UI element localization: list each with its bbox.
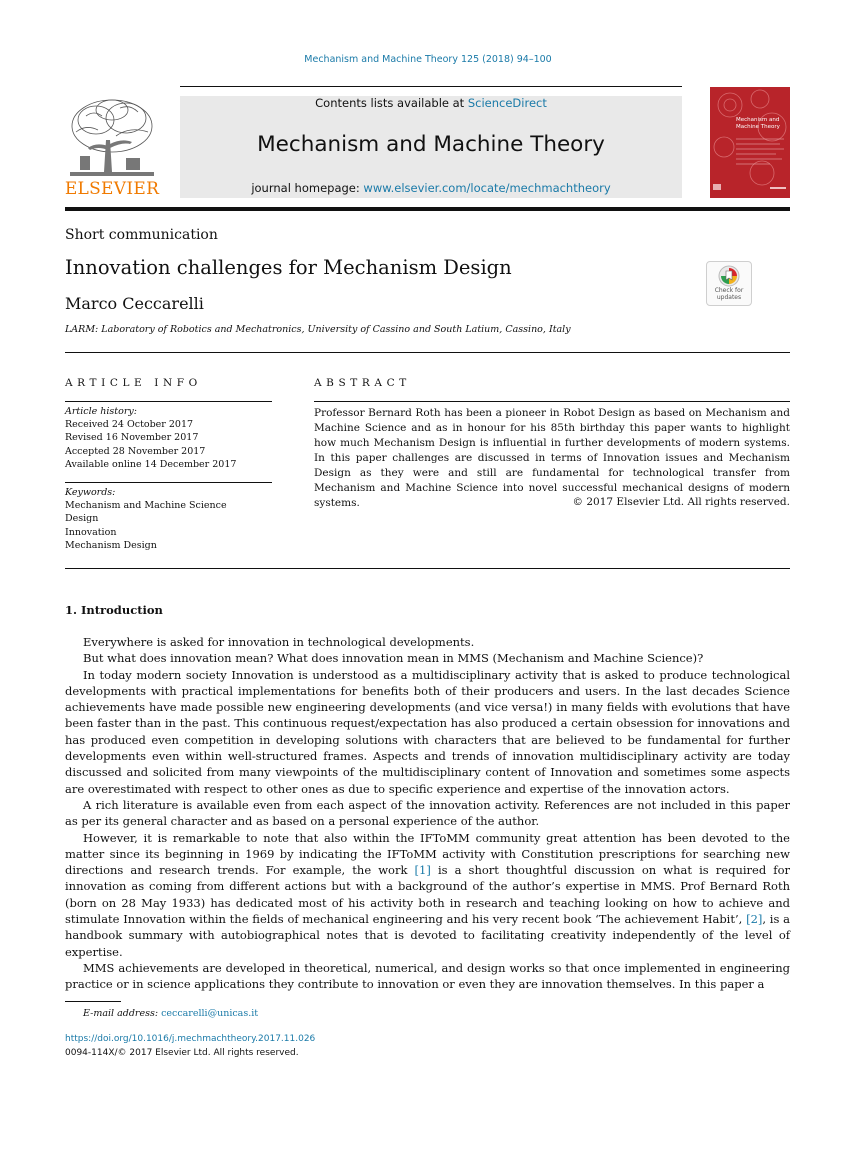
reference-link-2[interactable]: [2]	[746, 912, 763, 927]
body-text-segment: is a short thoughtful discussion on what is required for innovation as coming from different actions but with a background of the author’s expertise in MMS. Prof Bernard Roth (born on 28 May 1933) has dedicated most of his activity both in research and teaching looking on how to achieve and stimulate Innovation within the fields of mechanical engineering and his very recent book ‘The achievement Habit’,	[65, 863, 790, 927]
abstract-text: Professor Bernard Roth has been a pioneer in Robot Design as based on Mechanism and Machine Science and as in honour for his 85th birthday this paper wants to highlight how much Mechanism Design is influential in further developments of modern systems. In this paper challenges are discussed in terms of Innovation issues and Mechanism Design as they were and still are fundamental for technological transfer from Mechanism and Machine Science into novel successful mechanical designs of modern systems.	[314, 407, 790, 509]
contents-line	[180, 96, 682, 110]
keyword-item: Mechanism Design	[65, 540, 157, 552]
author-name: Marco Ceccarelli	[65, 294, 204, 313]
keywords-list	[65, 499, 227, 553]
article-info-heading: ARTICLE INFO	[65, 377, 202, 389]
history-item: Received 24 October 2017	[65, 419, 194, 430]
journal-title: Mechanism and Machine Theory	[257, 132, 605, 157]
check-for-updates-badge[interactable]	[706, 261, 752, 306]
author-email-link[interactable]: ceccarelli@unicas.it	[161, 1008, 259, 1019]
body-text-segment: However, it is remarkable to note that also within the IFToMM community great attention has been devoted to the matter since its beginning in 1969 by indicating the IFToMM activity with Constitution prescriptions for searching new directions and research trends. For example, the work	[65, 830, 790, 878]
rule-below-info	[65, 568, 790, 569]
running-head[interactable]: Mechanism and Machine Theory 125 (2018) 94–100	[304, 54, 552, 65]
body-paragraph: But what does innovation mean? What does innovation mean in MMS (Mechanism and Machine Science)?	[83, 651, 704, 666]
history-item: Revised 16 November 2017	[65, 432, 199, 444]
elsevier-logo[interactable]	[64, 96, 160, 200]
body-text-segment: , is a handbook summary with autobiographical notes that is devoted to facilitating creativity independently of the level of expertise.	[65, 912, 791, 959]
keywords-rule	[65, 482, 272, 483]
footnote-label: E-mail address:	[83, 1008, 159, 1019]
contents-prefix: Contents lists available at	[315, 96, 468, 110]
journal-banner	[180, 96, 682, 198]
sciencedirect-link[interactable]: ScienceDirect	[467, 96, 547, 110]
affiliation: LARM: Laboratory of Robotics and Mechatronics, University of Cassino and South Latium, Cassino, Italy	[65, 324, 571, 335]
elsevier-tree-icon	[66, 96, 158, 178]
footnote-rule	[65, 1001, 121, 1002]
homepage-prefix: journal homepage:	[251, 181, 364, 195]
issn-line: 0094-114X/© 2017 Elsevier Ltd. All rights reserved.	[65, 1048, 299, 1058]
history-item: Accepted 28 November 2017	[65, 445, 206, 457]
abstract-rule	[314, 401, 790, 402]
article-title: Innovation challenges for Mechanism Design	[65, 256, 512, 279]
cover-title: Mechanism and Machine Theory	[736, 117, 780, 130]
footnote	[83, 1008, 258, 1019]
abstract-heading: ABSTRACT	[314, 377, 411, 389]
doi-link[interactable]: https://doi.org/10.1016/j.mechmachtheory.2017.11.026	[65, 1034, 316, 1044]
body-paragraph	[65, 830, 790, 960]
section-heading: 1. Introduction	[65, 603, 163, 617]
keyword-item: Design	[65, 513, 99, 525]
keywords-label: Keywords:	[65, 487, 116, 498]
history-list	[65, 418, 236, 472]
article-type: Short communication	[65, 227, 218, 243]
keyword-item: Mechanism and Machine Science	[65, 500, 227, 511]
elsevier-wordmark: ELSEVIER	[64, 179, 160, 199]
keyword-item: Innovation	[65, 526, 117, 538]
homepage-line	[180, 181, 682, 195]
history-label: Article history:	[65, 406, 137, 417]
check-updates-icon	[718, 265, 740, 287]
body-paragraph: In today modern society Innovation is understood as a multidisciplinary activity that is asked to produce technological developments with practical implementations for benefits both of their producers and users. In the last decades Science achievements have made possible new engineering developments (and vice versa!) in many fields with evolutions that have been faster than in the past. This continuous request/expectation has also produced a certain obsession for innovations and has produced even competition in developing solutions with characters that are believed to be fundamental for further developments even within well-structured frames. Aspects and trends of innovation multidisciplinary activity are today discussed and solicited from many viewpoints of the multidisciplinary content of Innovation and sometimes some aspects are overestimated with respect to other ones as due to specific experience and expertise of the innovation actors.	[65, 667, 790, 796]
header-thick-rule	[65, 207, 790, 211]
rule-above-info	[65, 352, 790, 353]
body-text	[65, 634, 790, 993]
journal-cover[interactable]	[710, 87, 790, 198]
cover-artwork-icon	[710, 87, 790, 198]
article-info-rule	[65, 401, 272, 402]
check-updates-label: Check for updates	[714, 287, 744, 301]
header-top-rule	[180, 86, 682, 87]
reference-link-1[interactable]: [1]	[414, 863, 431, 878]
journal-homepage-link[interactable]: www.elsevier.com/locate/mechmachtheory	[363, 181, 611, 195]
history-item: Available online 14 December 2017	[65, 459, 237, 471]
body-paragraph: MMS achievements are developed in theoretical, numerical, and design works so that once implemented in engineering practice or in science applications they contribute to innovation or even they are innovation themselves. In this paper a	[65, 960, 790, 992]
body-paragraph: A rich literature is available even from each aspect of the innovation activity. References are not included in this paper as per its general character and as based on a personal experience of the author.	[65, 797, 790, 829]
abstract-copyright: © 2017 Elsevier Ltd. All rights reserved.	[572, 496, 790, 508]
body-paragraph: Everywhere is asked for innovation in technological developments.	[83, 635, 475, 649]
